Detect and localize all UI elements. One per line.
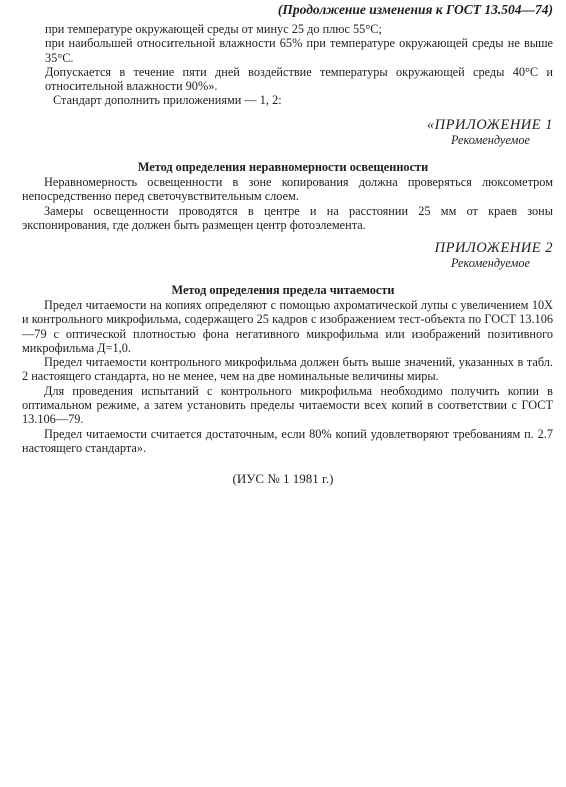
page-header: (Продолжение изменения к ГОСТ 13.504—74) (277, 2, 553, 17)
text-line: при наибольшей относительной влажности 65% при температуре окружающей среды не выше 35°С. (45, 36, 553, 65)
paragraph: Предел читаемости на копиях определяют с помощью ахроматической лупы с увеличением 10Х и контрольного микрофильма, содержащего 25 кадров с изображением тест-объекта по ГОСТ 13.106—79 с оптической плотностью фона негативного микрофильма или изображений позитивного микрофильма Д=1,0. (22, 298, 553, 355)
appendix-2-label (435, 240, 553, 270)
appendix-1-body (22, 175, 553, 232)
appendix-2-body (22, 298, 553, 455)
source-note: (ИУС № 1 1981 г.) (232, 471, 334, 486)
appendix-subtitle: Рекомендуемое (450, 256, 530, 270)
section-heading: Метод определения предела читаемости (171, 283, 395, 297)
continuation-text (45, 22, 553, 108)
appendix-title: «ПРИЛОЖЕНИЕ 1 (426, 117, 553, 133)
paragraph: Неравномерность освещенности в зоне копирования должна проверяться люксометром непосредственно перед светочувствительным слоем. (22, 175, 553, 204)
paragraph: Для проведения испытаний с контрольного микрофильма необходимо получить копии в оптимальном режиме, а затем установить пределы читаемости всех копий в соответствии с ГОСТ 13.106—79. (22, 383, 553, 427)
section-heading: Метод определения неравномерности освещенности (137, 160, 429, 174)
text-line: при температуре окружающей среды от минус 25 до плюс 55°С; (45, 22, 382, 36)
appendix-1-label (427, 117, 553, 147)
text-line: Стандарт дополнить приложениями — 1, 2: (53, 93, 282, 108)
appendix-title: ПРИЛОЖЕНИЕ 2 (434, 240, 553, 256)
paragraph: Замеры освещенности проводятся в центре и на расстоянии 25 мм от краев зоны экспонирования, где должен быть размещен центр фотоэлемента. (22, 203, 553, 232)
paragraph: Предел читаемости считается достаточным, если 80% копий удовлетворяют требованиям п. 2.7 настоящего стандарта». (22, 426, 553, 455)
paragraph: Предел читаемости контрольного микрофильма должен быть выше значений, указанных в табл. 2 настоящего стандарта, но не менее, чем на две номинальные величины миры. (22, 355, 553, 384)
text-line: Допускается в течение пяти дней воздействие температуры окружающей среды 40°С и относительной влажности 90%». (45, 64, 553, 94)
appendix-subtitle: Рекомендуемое (450, 133, 530, 147)
